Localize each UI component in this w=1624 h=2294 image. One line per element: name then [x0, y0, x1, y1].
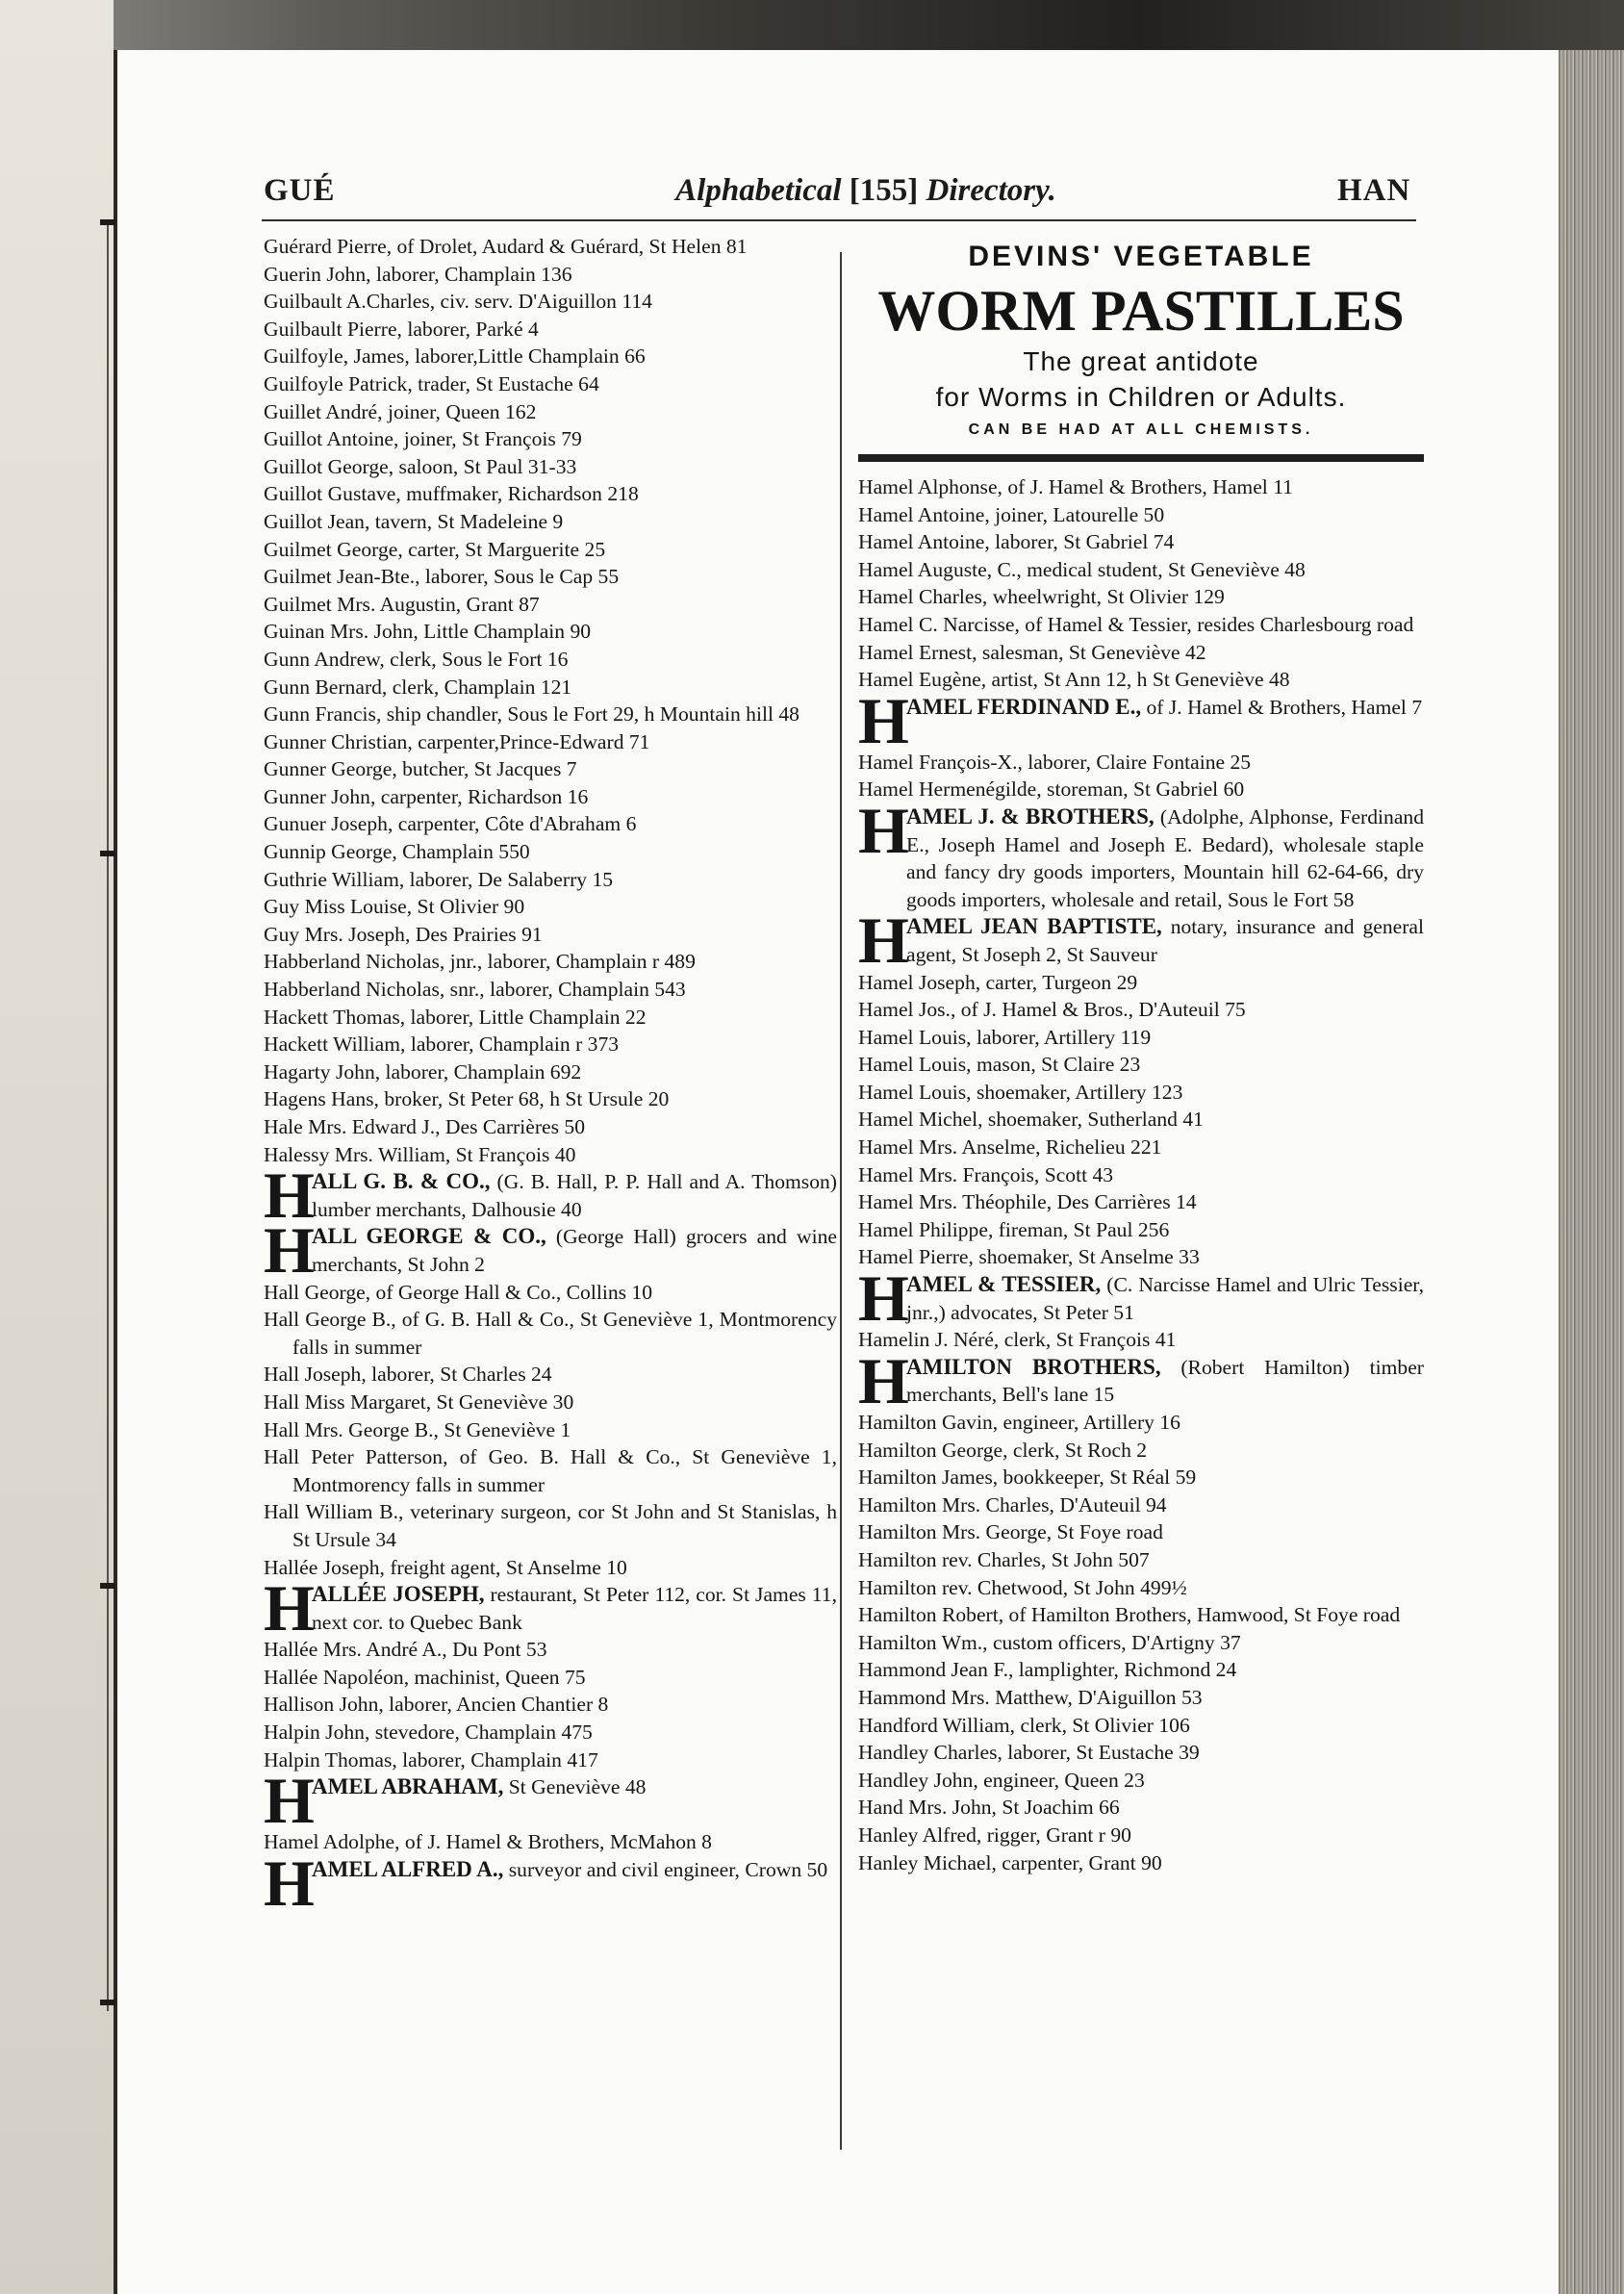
display-entry-name: AMILTON BROTHERS,: [906, 1354, 1161, 1379]
page-number: [155]: [849, 173, 919, 208]
display-entry-details: (Robert Hamilton) timber merchants, Bell's lane 15: [906, 1355, 1424, 1407]
running-head-left: GUÉ: [264, 173, 336, 208]
display-entry-details: St Geneviève 48: [503, 1775, 647, 1799]
display-entry: [264, 1213, 837, 1287]
directory-entry: Hamilton Mrs. George, St Foye road: [858, 1520, 1163, 1544]
directory-entry: Guy Mrs. Joseph, Des Prairies 91: [264, 922, 543, 946]
drop-initial: H: [264, 1846, 315, 1920]
directory-entry: Hamel Mrs. Théophile, Des Carrières 14: [858, 1190, 1197, 1214]
directory-entry: Guthrie William, laborer, De Salaberry 15: [264, 867, 614, 891]
directory-entry: Hamel Ernest, salesman, St Geneviève 42: [858, 640, 1206, 664]
directory-entry: Hamilton George, clerk, St Roch 2: [858, 1438, 1148, 1462]
directory-entry: Hanley Michael, carpenter, Grant 90: [858, 1850, 1162, 1874]
directory-entry: Handley John, engineer, Queen 23: [858, 1768, 1145, 1792]
drop-initial: H: [264, 1159, 315, 1233]
directory-entry: Hand Mrs. John, St Joachim 66: [858, 1796, 1120, 1820]
directory-entry: Hamel Hermenégilde, storeman, St Gabriel 60: [858, 777, 1245, 802]
display-entry-name: ALL G. B. & CO.,: [312, 1169, 491, 1194]
directory-entry: Hamilton Robert, of Hamilton Brothers, Hamwood, St Foye road: [858, 1603, 1401, 1627]
right-column: [858, 233, 1424, 1876]
display-entry: [858, 1343, 1424, 1417]
directory-entry: Guilmet George, carter, St Marguerite 25: [264, 537, 606, 561]
directory-entry: Hamilton James, bookkeeper, St Réal 59: [858, 1466, 1197, 1490]
directory-entry: Hagens Hans, broker, St Peter 68, h St Ursule 20: [264, 1087, 670, 1111]
display-entry: [858, 904, 1424, 978]
display-entry-name: AMEL JEAN BAPTISTE,: [906, 914, 1162, 939]
directory-entry: Hallée Joseph, freight agent, St Anselme 10: [264, 1555, 627, 1579]
display-entry: [264, 1764, 837, 1838]
ad-tagline: The great antidote: [1023, 346, 1259, 376]
directory-entry: Habberland Nicholas, snr., laborer, Champlain 543: [264, 978, 686, 1002]
display-entry-details: (C. Narcisse Hamel and Ulric Tessier, jnr.,) advocates, St Peter 51: [906, 1273, 1425, 1324]
directory-entry: Hanley Alfred, rigger, Grant r 90: [858, 1822, 1131, 1847]
display-entry-name: AMEL ALFRED A.,: [312, 1856, 504, 1881]
book-page-edges: [1559, 50, 1624, 2294]
display-entry-name: AMEL FERDINAND E.,: [906, 694, 1142, 719]
running-head-title: [577, 169, 1155, 212]
display-entry-name: AMEL J. & BROTHERS,: [906, 803, 1155, 828]
directory-entry: Hamel Alphonse, of J. Hamel & Brothers, Hamel 11: [858, 475, 1293, 498]
running-head-right: HAN: [1337, 173, 1411, 208]
title-prefix: Alphabetical: [675, 173, 850, 208]
directory-entry: Hamel Auguste, C., medical student, St Geneviève 48: [858, 557, 1306, 581]
left-column: [264, 233, 837, 1920]
directory-entry: Guilmet Jean-Bte., laborer, Sous le Cap 55: [264, 565, 620, 589]
directory-entry: Handley Charles, laborer, St Eustache 39: [858, 1741, 1200, 1765]
directory-entry: Hammond Jean F., lamplighter, Richmond 24: [858, 1658, 1237, 1682]
scan-background-top: [0, 0, 1624, 50]
column-divider: [840, 252, 842, 2150]
binding-stitch: [100, 851, 115, 856]
directory-entry: Hamel Antoine, laborer, St Gabriel 74: [858, 530, 1175, 554]
directory-entry: Halpin Thomas, laborer, Champlain 417: [264, 1747, 598, 1771]
binding-stitch: [100, 1583, 115, 1589]
drop-initial: H: [264, 1213, 315, 1287]
ad-tagline-2: for Worms in Children or Adults.: [935, 382, 1347, 412]
ad-rule: [858, 454, 1424, 462]
directory-entry: Hagarty John, laborer, Champlain 692: [264, 1059, 582, 1083]
drop-initial: H: [858, 904, 909, 978]
display-entry: [858, 1262, 1425, 1336]
directory-entry: Guy Miss Louise, St Olivier 90: [264, 895, 525, 919]
directory-entry: Guillot George, saloon, St Paul 31-33: [264, 454, 577, 478]
binding-stitch: [100, 2000, 115, 2005]
directory-entry: Hallée Napoléon, machinist, Queen 75: [264, 1665, 586, 1689]
directory-entry: Hamilton rev. Charles, St John 507: [858, 1547, 1150, 1571]
display-entry-name: AMEL ABRAHAM,: [312, 1774, 504, 1799]
title-suffix: Directory.: [918, 173, 1056, 208]
directory-entry: Hall George B., of G. B. Hall & Co., St Geneviève 1, Montmorency falls in summer: [264, 1308, 837, 1359]
directory-entry: Hamilton rev. Chetwood, St John 499½: [858, 1575, 1187, 1599]
directory-entry: Hammond Mrs. Matthew, D'Aiguillon 53: [858, 1685, 1203, 1709]
directory-entry: Hamel Antoine, joiner, Latourelle 50: [858, 502, 1165, 526]
directory-entry: Hackett William, laborer, Champlain r 373: [264, 1032, 620, 1057]
directory-entry: Hale Mrs. Edward J., Des Carrières 50: [264, 1115, 586, 1138]
directory-entry: Guilbault Pierre, laborer, Parké 4: [264, 317, 539, 341]
directory-entry: Hamel Joseph, carter, Turgeon 29: [858, 970, 1138, 994]
directory-entry: Guinan Mrs. John, Little Champlain 90: [264, 620, 592, 644]
directory-entry: Gunner John, carpenter, Richardson 16: [264, 784, 589, 808]
right-column-entries: [858, 473, 1424, 1876]
directory-entry: Hamel Eugène, artist, St Ann 12, h St Geneviève 48: [858, 668, 1290, 692]
display-entry-details: (G. B. Hall, P. P. Hall and A. Thomson) lumber merchants, Dalhousie 40: [312, 1170, 837, 1221]
drop-initial: H: [858, 1262, 909, 1336]
directory-entry: Gunn Bernard, clerk, Champlain 121: [264, 675, 572, 699]
directory-entry: Hamilton Gavin, engineer, Artillery 16: [858, 1411, 1180, 1434]
directory-entry: Guérard Pierre, of Drolet, Audard & Guérard, St Helen 81: [264, 235, 748, 258]
directory-entry: Hamilton Wm., custom officers, D'Artigny 37: [858, 1630, 1241, 1654]
directory-entry: Hall Peter Patterson, of Geo. B. Hall & Co., St Geneviève 1, Montmorency falls in summer: [264, 1445, 837, 1496]
binding-thread: [107, 221, 109, 2011]
directory-entry: Hall William B., veterinary surgeon, cor St John and St Stanislas, h St Ursule 34: [264, 1500, 837, 1551]
drop-initial: H: [264, 1571, 315, 1645]
directory-entry: Hamel Mrs. François, Scott 43: [858, 1162, 1114, 1186]
directory-entry: Halpin John, stevedore, Champlain 475: [264, 1720, 593, 1745]
display-entry: [264, 1571, 837, 1645]
display-entry-details: (Adolphe, Alphonse, Ferdinand E., Joseph Hamel and Joseph E. Bedard), wholesale staple and fancy dry goods importers, Mountain hill 62-64-66, dry goods importers, wholesale and retail, Sous le Fort 58: [906, 804, 1424, 911]
directory-entry: Hall George, of George Hall & Co., Collins 10: [264, 1280, 653, 1304]
directory-entry: Hamel Charles, wheelwright, St Olivier 129: [858, 585, 1225, 609]
display-entry-details: restaurant, St Peter 112, cor. St James 11, next cor. to Quebec Bank: [312, 1583, 837, 1634]
display-entry-details: of J. Hamel & Brothers, Hamel 7: [1141, 695, 1423, 719]
ad-product-title: WORM PASTILLES: [877, 279, 1405, 343]
directory-entry: Guilbault A.Charles, civ. serv. D'Aiguillon 114: [264, 290, 652, 314]
directory-entry: Hamel Adolphe, of J. Hamel & Brothers, McMahon 8: [264, 1830, 712, 1854]
directory-entry: Hamel Louis, mason, St Claire 23: [858, 1053, 1141, 1077]
directory-entry: Hamel C. Narcisse, of Hamel & Tessier, resides Charlesbourg road: [858, 612, 1414, 636]
display-entry-name: AMEL & TESSIER,: [906, 1272, 1102, 1297]
directory-entry: Habberland Nicholas, jnr., laborer, Champlain r 489: [264, 950, 696, 974]
directory-entry: Hamilton Mrs. Charles, D'Auteuil 94: [858, 1492, 1167, 1517]
directory-entry: Guilmet Mrs. Augustin, Grant 87: [264, 592, 540, 616]
directory-entry: Guillot Gustave, muffmaker, Richardson 218: [264, 482, 639, 506]
ad-availability: CAN BE HAD AT ALL CHEMISTS.: [968, 421, 1314, 438]
directory-entry: Hamel Pierre, shoemaker, St Anselme 33: [858, 1245, 1200, 1269]
display-entry-details: notary, insurance and general agent, St Joseph 2, St Sauveur: [906, 915, 1424, 966]
directory-entry: Hamel Philippe, fireman, St Paul 256: [858, 1217, 1170, 1241]
display-entry-name: ALLÉE JOSEPH,: [312, 1582, 485, 1607]
directory-entry: Hamel François-X., laborer, Claire Fontaine 25: [858, 750, 1252, 774]
display-entry: [264, 1846, 837, 1920]
directory-entry: Handford William, clerk, St Olivier 106: [858, 1713, 1190, 1737]
directory-entry: Hall Joseph, laborer, St Charles 24: [264, 1363, 552, 1387]
facing-page-edge: [0, 0, 114, 2294]
directory-entry: Halessy Mrs. William, St François 40: [264, 1142, 576, 1166]
ad-brand-line: DEVINS' VEGETABLE: [968, 241, 1314, 272]
display-entry: [858, 683, 1424, 757]
display-entry-details: surveyor and civil engineer, Crown 50: [503, 1857, 828, 1881]
directory-entry: Hamelin J. Néré, clerk, St François 41: [858, 1328, 1177, 1352]
directory-entry: Hamel Michel, shoemaker, Sutherland 41: [858, 1108, 1204, 1132]
directory-entry: Hallison John, laborer, Ancien Chantier 8: [264, 1693, 609, 1717]
display-entry-details: (George Hall) grocers and wine merchants, St John 2: [312, 1225, 837, 1276]
display-entry: [858, 793, 1424, 913]
directory-entry: Hall Miss Margaret, St Geneviève 30: [264, 1389, 574, 1414]
directory-entry: Hamel Jos., of J. Hamel & Bros., D'Auteuil 75: [858, 998, 1246, 1022]
directory-entry: Guillet André, joiner, Queen 162: [264, 399, 537, 423]
header-rule: [262, 219, 1416, 221]
directory-entry: Gunn Francis, ship chandler, Sous le Fort 29, h Mountain hill 48: [264, 702, 799, 726]
directory-entry: Hamel Louis, laborer, Artillery 119: [858, 1025, 1152, 1049]
directory-entry: Hamel Louis, shoemaker, Artillery 123: [858, 1080, 1183, 1104]
directory-entry: Guerin John, laborer, Champlain 136: [264, 262, 572, 286]
drop-initial: H: [264, 1764, 315, 1838]
drop-initial: H: [858, 683, 909, 757]
directory-entry: Guillot Jean, tavern, St Madeleine 9: [264, 509, 564, 533]
display-entry-name: ALL GEORGE & CO.,: [312, 1224, 546, 1249]
drop-initial: H: [858, 1343, 909, 1417]
directory-entry: Hackett Thomas, laborer, Little Champlain 22: [264, 1005, 647, 1029]
directory-entry: Hallée Mrs. André A., Du Pont 53: [264, 1638, 547, 1662]
display-entry: [264, 1159, 837, 1233]
directory-entry: Gunner George, butcher, St Jacques 7: [264, 757, 577, 781]
directory-entry: Hamel Mrs. Anselme, Richelieu 221: [858, 1135, 1162, 1160]
advertisement: [858, 237, 1424, 462]
binding-stitch: [100, 219, 115, 225]
directory-entry: Guilfoyle, James, laborer,Little Champlain 66: [264, 344, 646, 369]
directory-entry: Gunuer Joseph, carpenter, Côte d'Abraham 6: [264, 812, 637, 836]
directory-entry: Gunnip George, Champlain 550: [264, 840, 530, 864]
directory-entry: Guillot Antoine, joiner, St François 79: [264, 427, 582, 451]
directory-entry: Hall Mrs. George B., St Geneviève 1: [264, 1417, 571, 1441]
directory-entry: Gunner Christian, carpenter,Prince-Edward 71: [264, 729, 650, 753]
directory-entry: Gunn Andrew, clerk, Sous le Fort 16: [264, 647, 569, 671]
directory-entry: Guilfoyle Patrick, trader, St Eustache 64: [264, 371, 599, 395]
drop-initial: H: [858, 793, 909, 867]
